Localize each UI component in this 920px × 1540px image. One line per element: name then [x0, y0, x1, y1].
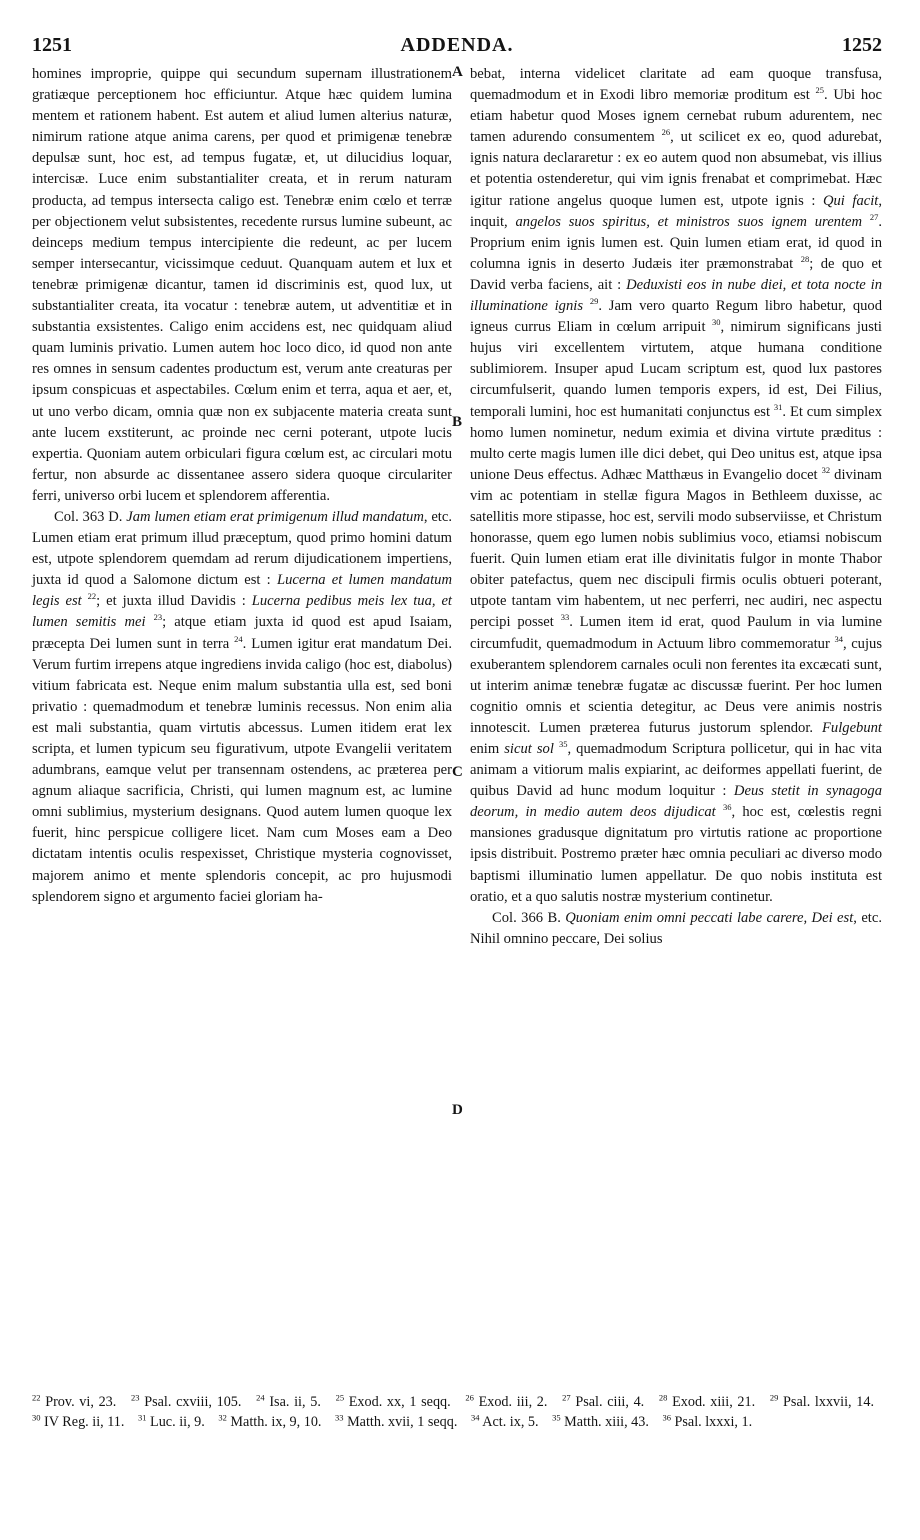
paragraph-text: bebat, interna videlicet claritate ad eam quoque transfusa, quemadmodum et in Exodi libro memoriæ proditum est	[470, 66, 882, 104]
page-number-left: 1251	[32, 34, 72, 56]
quotation: Lucerna et lumen mandatum legis est	[32, 572, 452, 610]
paragraph	[32, 64, 452, 507]
quotation: Qui facit	[822, 192, 879, 209]
lemma: Quoniam enim omni peccati labe carere, Dei est	[565, 909, 854, 926]
paragraph-text: . Lumen item id erat, quod Paulum in via lumine circumfudit, quemadmodum in Actuum libro commemoratur	[470, 614, 882, 652]
column-reference: Col. 366 B.	[492, 909, 561, 926]
paragraph-text: , etc. Nihil omnino peccare, Dei solius	[470, 909, 882, 947]
paragraph-text: , etc. Lumen etiam erat primum illud præceptum, quod primo homini datum est, utpote splendorem quemdam ad rerum dijudicationem impertiens, juxta id quod a Salomone dictum est :	[32, 508, 452, 589]
footnote-number: 27	[562, 1392, 571, 1403]
footnote-text: Exod. xiii, 21.	[672, 1394, 756, 1410]
quotation: sicut sol	[504, 741, 554, 757]
paragraph-text: . Et cum simplex homo lumen nominetur, nedum eximia et divina virtute præditus : multo certe magis lumen ille dici debet, qui Deo unitus est, atque ipsa unione Deus effectus. Adhæc Matthæus in Evangelio docet	[470, 403, 882, 483]
footnote-number: 23	[131, 1392, 140, 1403]
footnote-number: 26	[465, 1392, 474, 1403]
footnote-ref: 24	[234, 633, 243, 644]
footnote-ref: 32	[821, 464, 831, 475]
footnote-number: 35	[552, 1412, 561, 1423]
footnote-number: 28	[658, 1392, 668, 1403]
paragraph-text: , cujus exuberantem splendorem carnales oculi non ferentes ita excæcati sunt, ut interim animæ tenebræ fugatæ ac discussæ fuerint. Per hoc lumen cognitio omnis et scientia detegitur, ac Deus vere animis nostris innotescit. Lumen præterea futurus justorum splendor.	[470, 635, 882, 736]
paragraph-text: , hoc est, cœlestis regni mansiones gradusque dignitatum pro virtutis ratione ac proportione ipsis distribuit. Postremo præter hæc omnia peculiari ac diverso modo baptismi illuminatio lumen appellatur. De quo nobis instituta est oratio, et a quo salutis nostræ mysterium continetur.	[470, 804, 882, 905]
footnote-number: 22	[32, 1392, 41, 1403]
paragraph-text: . Proprium enim ignis lumen est. Quin lumen etiam erat, id quod in columna ignis in deserto Judæis iter præmonstrabat	[470, 213, 882, 272]
footnote	[32, 1414, 124, 1430]
paragraph-text: , inquit,	[470, 192, 882, 230]
footnote	[552, 1414, 649, 1430]
footnote	[131, 1394, 241, 1410]
footnote-number: 24	[256, 1392, 265, 1403]
footnote	[32, 1394, 116, 1410]
section-marker-d: D	[452, 1102, 463, 1118]
footnote	[218, 1414, 321, 1430]
footnote	[465, 1394, 547, 1410]
paragraph	[470, 64, 882, 908]
footnote-text: Psal. cxviii, 105.	[144, 1394, 242, 1410]
section-marker-a: A	[452, 64, 463, 80]
footnote-ref: 29	[589, 296, 599, 307]
footnote-ref: 25	[815, 85, 824, 96]
footnote	[256, 1394, 321, 1410]
left-column	[32, 64, 452, 908]
footnote	[770, 1394, 874, 1410]
footnote-number: 30	[32, 1412, 41, 1423]
running-title: ADDENDA.	[400, 34, 514, 56]
paragraph-text: enim	[470, 741, 500, 757]
lemma: Jam lumen etiam erat primigenum illud mandatum	[126, 508, 424, 525]
footnote-number: 33	[335, 1412, 344, 1423]
paragraph-text: , quemadmodum Scriptura pollicetur, qui in hac vita animam a vitiorum malis expiarint, ac deiformes appellati fuerint, de quibus David ad hunc modum loquitur :	[470, 741, 882, 800]
footnote-text: Matth. ix, 9, 10.	[230, 1414, 322, 1430]
paragraph-text: ; et juxta illud Davidis :	[96, 593, 246, 610]
footnote-ref: 33	[560, 612, 570, 623]
footnote-text: Psal. lxxvii, 14.	[783, 1394, 875, 1410]
paragraph-text: homines improprie, quippe qui secundum supernam illustrationem gratiæque perceptionem hoc efficiuntur. Atque hæc quidem lumina mentem et rationem habent. Est autem et aliud lumen alterius naturæ, nimirum ratione atque anima carens, per quod et primigenæ tenebræ depulsæ sunt, hoc est, ad tempus fugatæ, et, ut dilucidius loquar, intercisæ. Luce enim substantialiter creata, et in rerum naturam producta, ad tempus intersecta caligo est. Tenebræ enim cœlo et terræ per objectionem velut subsistentes, recedente rursus lumine subeunt, ac deinceps medium tempus intercipiente die redeunt, ac per lucem semper intersecantur, vicissimque ceduut. Quanquam autem et lux et tenebræ primigenæ dicantur, tamen id discriminis est, quod lux, ut substantialiter creata, ita vocatur : tenebræ autem, ut adventitiæ et in substantia exsistentes. Caligo enim accidens est, nec quidquam aliud quam luminis privatio. Lumen autem hoc loco dico, id quod non ante res omnes in sensum cadentes productum est, verum ante creaturas per ipsum conspicuas et aspectabiles. Cœlum enim et terra, aqua et aer, et, ut uno verbo dicam, omnia quæ non ex subjacente materia creata sunt ante lucem exstiterunt, ac proinde nec cerni poterant, utpote lucis expertia. Quoniam autem orbiculari figura cœlum est, ac circulari motu fertur, non absurde ac dissentanee assero sidera quoque circulariter ferri, universo orbi lucem et splendorem afferentia.	[32, 66, 452, 504]
paragraph-text: , ut scilicet ex eo, quod adurebat, ignis natura declararetur : ex eo autem quod non absumebat, vis illius et potentia ostenderetur, qui vim ignis frenabat et comprimebat. Hæc igitur ratione angelus quoque lumen est, utpote ignis :	[470, 129, 882, 209]
footnote	[335, 1414, 457, 1430]
paragraph-text: ; atque etiam juxta id quod est apud Isaiam, præcepta Dei lumen sunt in terra	[32, 614, 452, 652]
footnote-ref: 23	[153, 612, 163, 623]
footnote	[662, 1414, 752, 1430]
footnote-ref: 34	[834, 633, 843, 644]
quotation: angelos suos spiritus, et ministros suos ignem urentem	[515, 213, 863, 230]
footnote-text: Psal. ciii, 4.	[575, 1394, 645, 1410]
footnote-number: 34	[470, 1412, 480, 1423]
footnote-ref: 36	[722, 802, 732, 813]
footnote-number: 32	[218, 1412, 227, 1423]
footnote-ref: 31	[773, 401, 783, 412]
section-marker-b: B	[452, 414, 463, 430]
footnote-ref: 27	[869, 211, 879, 222]
footnotes	[32, 1392, 884, 1432]
footnote-text: Prov. vi, 23.	[45, 1394, 117, 1410]
paragraph-text: . Lumen igitur erat mandatum Dei. Verum furtim irrepens atque ingrediens invida caligo (hoc est, diabolus) vitium fabricata est. Neque enim malum substantia ulla est, sed boni privatio : quemadmodum et tenebræ luminis recessus. Non enim alia est mali substantia, quam virtutis abcessus. Lumen itidem erat lex scripta, et lumen typicum seu figurativum, utpote Evangelii veritatem adumbrans, eamque velut per transennam ostendens, ac præterea per agnum aliaque sacrificia, Christi, qui lumen magnum est, ac lumine omni sublimius, mysterium designans. Quod autem lumen quoque lex fuerit, hinc perspicue colligere licet. Nam cum Moses eam a Deo dictatam intentis oculis respexisset, Christique mysteria cognovisset, majorem animo et mente splendoris concepit, ac pro hujusmodi splendorem signo et argumento faciei gloriam ha-	[32, 635, 452, 905]
footnote-text: Luc. ii, 9.	[150, 1414, 205, 1430]
page-number-right: 1252	[842, 34, 882, 56]
footnote-text: IV Reg. ii, 11.	[44, 1414, 125, 1430]
footnote-text: Psal. lxxxi, 1.	[674, 1414, 753, 1430]
footnote-text: Isa. ii, 5.	[269, 1394, 321, 1410]
paragraph-text: divinam vim ac potentiam in stellæ figura Magos in Bethleem duxisse, ac satellitis more stipasse, hoc est, servili modo subserviisse, et Christum honorasse, quem ego lumen nobis sublimius voco, etiamsi nobiscum fuerit. Quin lumen etiam erat ille divinitatis fulgor in monte Thabor obiter patefactus, quem nec discipuli firmis oculis obtueri poterant, utpote tantam vim habentem, ut nec perferri, nec audiri, nec aspectu percipi posset	[470, 466, 882, 631]
footnote-ref: 35	[558, 739, 568, 750]
quotation: Deus stetit in synagoga deorum, in medio autem deos dijudicat	[470, 783, 882, 821]
footnote-number: 36	[662, 1412, 671, 1423]
footnote-ref: 22	[87, 591, 97, 602]
footnote	[562, 1394, 644, 1410]
paragraph	[32, 507, 452, 908]
paragraph-text: . Jam vero quarto Regum libro habetur, quod igneus currus Eliam in cœlum arripuit	[470, 298, 883, 336]
paragraph-text: , nimirum significans justi hujus viri excellentem virtutem, atque humana conditione sublimiorem. Insuper apud Lucam scriptum est, quod lux pastores circumfulserit, quando lumen temporis expers, id est, Dei Filius, temporali lumini, hoc est humanitati conjunctus est	[470, 319, 882, 420]
footnote-text: Exod. iii, 2.	[478, 1394, 548, 1410]
footnote	[471, 1414, 539, 1430]
footnote	[138, 1414, 205, 1430]
footnote-text: Act. ix, 5.	[482, 1414, 539, 1430]
footnote-number: 31	[138, 1412, 147, 1423]
footnote-number: 29	[769, 1392, 779, 1403]
footnote-text: Matth. xvii, 1 seqq.	[347, 1414, 458, 1430]
section-marker-c: C	[452, 764, 463, 780]
footnote-number: 25	[335, 1392, 345, 1403]
right-column	[470, 64, 882, 950]
footnote-ref: 28	[800, 253, 810, 264]
footnote-text: Matth. xiii, 43.	[564, 1414, 649, 1430]
column-reference: Col. 363 D.	[54, 508, 123, 525]
footnote	[659, 1394, 755, 1410]
quotation: Deduxisti eos in nube diei, et tota nocte in illuminatione ignis	[470, 276, 882, 315]
footnote-ref: 26	[661, 127, 671, 138]
paragraph-text: ; de quo et David verba faciens, ait :	[470, 255, 882, 293]
page-header	[32, 34, 882, 64]
quotation: Lucerna pedibus meis lex tua, et lumen semitis mei	[32, 593, 452, 631]
footnote	[336, 1394, 451, 1410]
paragraph	[470, 908, 882, 950]
footnote-ref: 30	[711, 317, 721, 328]
quotation: Fulgebunt	[822, 719, 882, 736]
footnote-text: Exod. xx, 1 seqq.	[348, 1394, 451, 1410]
paragraph-text: . Ubi hoc etiam habetur quod Moses ignem cernebat rubum adurentem, nec tamen adurendo consumentem	[470, 87, 882, 146]
